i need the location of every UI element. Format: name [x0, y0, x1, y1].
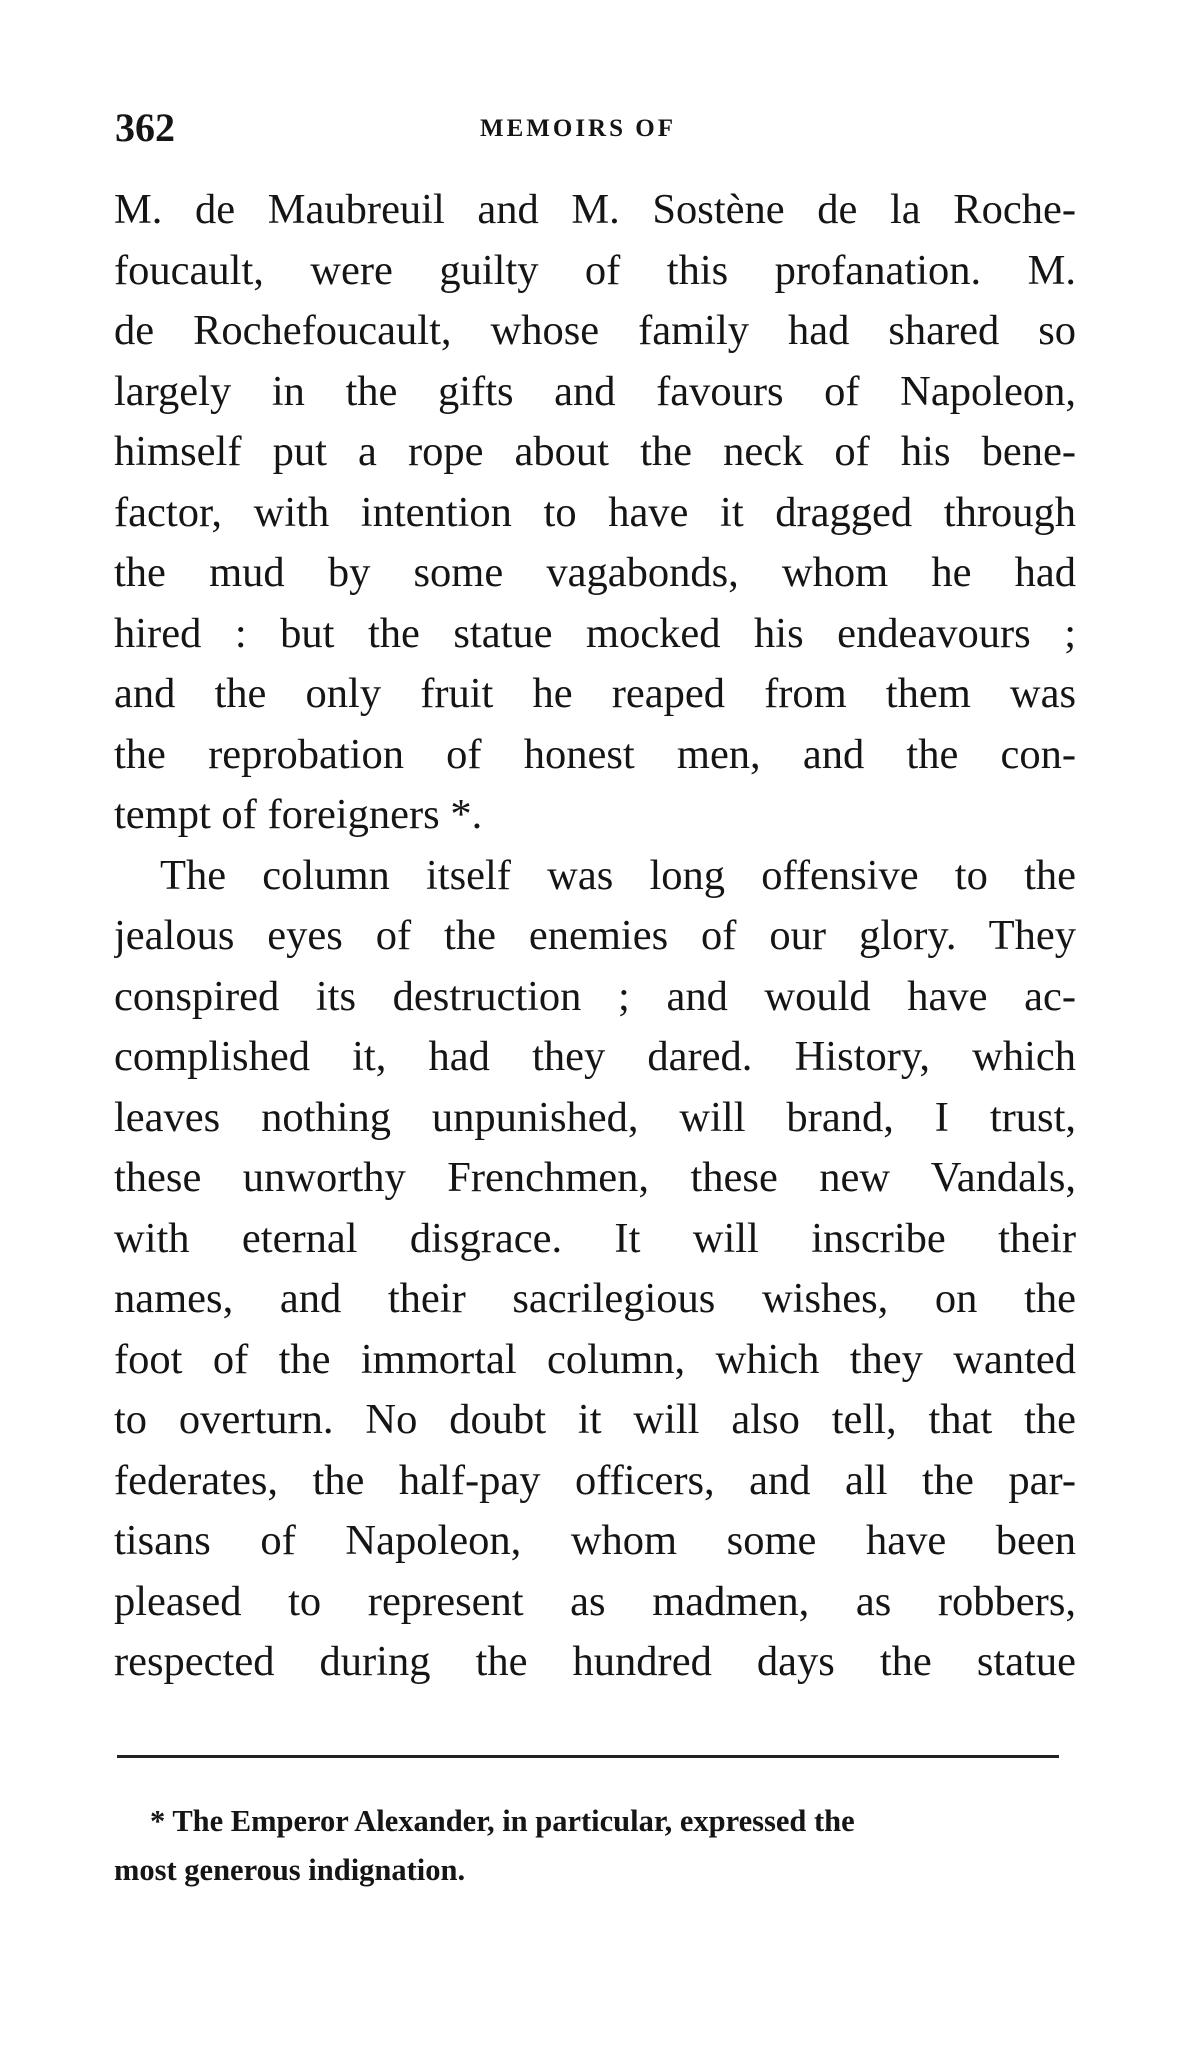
- text-line: jealous eyes of the enemies of our glory. They: [114, 912, 1076, 959]
- text-line: himself put a rope about the neck of his bene-: [114, 428, 1076, 475]
- paragraph-start-line: The column itself was long offensive to the: [160, 851, 1076, 899]
- text-line: conspired its destruction ; and would have ac-: [114, 972, 1076, 1020]
- running-title: MEMOIRS OF: [480, 115, 676, 142]
- text-line: the mud by some vagabonds, whom he had: [114, 549, 1076, 596]
- text-line: respected during the hundred days the statue: [114, 1638, 1076, 1685]
- page-number: 362: [115, 105, 175, 150]
- footnote: [114, 1797, 1074, 1895]
- text-line: de Rochefoucault, whose family had shared so: [114, 307, 1076, 354]
- text-line: federates, the half-pay officers, and all the par-: [114, 1456, 1076, 1504]
- text-line: with eternal disgrace. It will inscribe their: [114, 1214, 1076, 1262]
- text-line: pleased to represent as madmen, as robbers,: [114, 1577, 1076, 1625]
- text-line: names, and their sacrilegious wishes, on the: [114, 1275, 1076, 1322]
- text-line: foucault, were guilty of this profanation. M.: [114, 246, 1076, 294]
- paragraph-end-line: tempt of foreigners *.: [114, 791, 483, 838]
- text-line: factor, with intention to have it dragged through: [114, 488, 1076, 536]
- text-line: these unworthy Frenchmen, these new Vandals,: [114, 1154, 1076, 1201]
- footnote-line: most generous indignation.: [114, 1853, 466, 1887]
- body-text: [114, 180, 1076, 1693]
- text-line: and the only fruit he reaped from them was: [114, 670, 1076, 717]
- text-line: the reprobation of honest men, and the con-: [114, 730, 1076, 778]
- text-line: to overturn. No doubt it will also tell, that the: [114, 1396, 1076, 1443]
- text-line: tisans of Napoleon, whom some have been: [114, 1517, 1076, 1564]
- text-line: foot of the immortal column, which they wanted: [114, 1335, 1076, 1383]
- text-line: largely in the gifts and favours of Napoleon,: [114, 367, 1076, 415]
- text-line: leaves nothing unpunished, will brand, I trust,: [114, 1093, 1076, 1141]
- text-line: M. de Maubreuil and M. Sostène de la Roche-: [114, 186, 1076, 233]
- footnote-line: * The Emperor Alexander, in particular, expressed the: [150, 1804, 855, 1838]
- text-line: complished it, had they dared. History, which: [114, 1033, 1076, 1080]
- footnote-divider: [117, 1755, 1059, 1758]
- running-head: [115, 106, 1075, 150]
- text-line: hired : but the statue mocked his endeavours ;: [114, 609, 1076, 657]
